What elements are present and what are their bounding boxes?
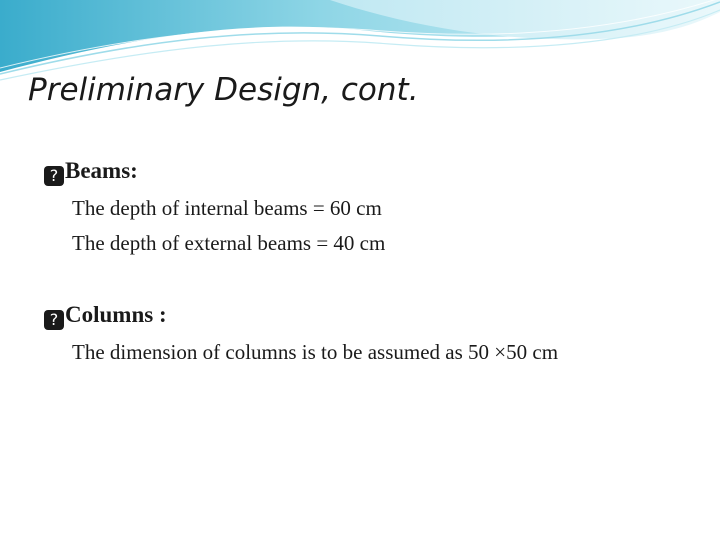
columns-heading	[44, 302, 167, 330]
beams-heading-label: Beams:	[65, 158, 138, 183]
internal-beams-depth-text: The depth of internal beams = 60 cm	[72, 196, 382, 220]
columns-heading-label: Columns :	[65, 302, 167, 327]
bullet-icon: ?	[44, 310, 64, 330]
bullet-icon: ?	[44, 166, 64, 186]
beams-heading	[44, 158, 138, 186]
columns-dimension-text: The dimension of columns is to be assumed as 50 ×50 cm	[72, 340, 559, 364]
slide-title: Preliminary Design, cont.	[28, 72, 419, 108]
external-beams-depth-text: The depth of external beams = 40 cm	[72, 231, 386, 255]
